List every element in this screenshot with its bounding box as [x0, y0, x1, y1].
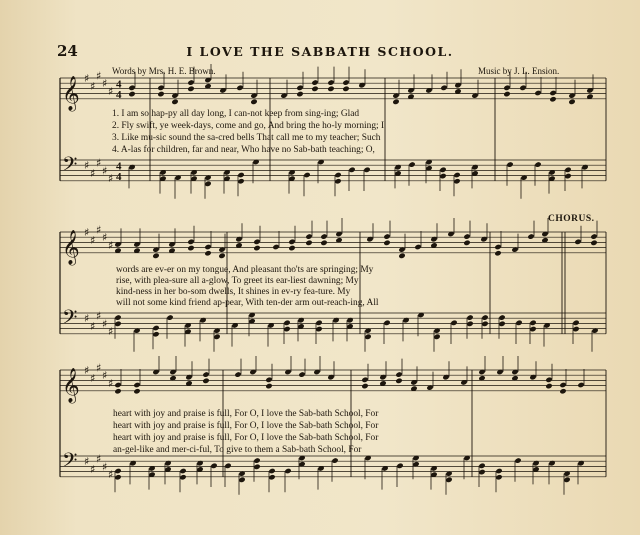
- sharp-sign: ♯: [102, 317, 108, 331]
- sharp-sign: ♯: [84, 72, 90, 85]
- hymn-title: I LOVE THE SABBATH SCHOOL.: [186, 44, 454, 59]
- lyric-line: kind-ness in her bo-som dwells, It shines in ev-ry fea-ture. My: [116, 287, 351, 297]
- sharp-sign: ♯: [102, 77, 108, 91]
- bass-clef: 𝄢: [62, 152, 78, 181]
- lyric-line: rise, with plea-sure all a-glow, To greet its ear-liest dawning; My: [116, 276, 359, 286]
- lyric-line: will not some kind friend ap-pear, With ten-der arm out-reach-ing, All: [116, 298, 379, 308]
- sharp-sign: ♯: [90, 463, 96, 476]
- sharp-sign: ♯: [102, 164, 108, 178]
- lyric-line: 2. Fly swift, ye week-days, come and go, And bring the ho-ly morning; I: [112, 121, 385, 131]
- sharp-sign: ♯: [90, 233, 96, 247]
- lyric-line: words are ev-er on my tongue, And pleasant tho'ts are springing; My: [116, 265, 374, 275]
- sharp-sign: ♯: [96, 452, 102, 466]
- sharp-sign: ♯: [96, 156, 102, 170]
- sharp-sign: ♯: [90, 79, 96, 93]
- sharp-sign: ♯: [96, 361, 102, 375]
- chorus-label: CHORUS.: [548, 214, 595, 224]
- sharp-sign: ♯: [84, 312, 90, 326]
- sharp-sign: ♯: [102, 231, 108, 245]
- lyric-line: 4. A-las for children, far and near, Who have no Sab-bath teaching; O,: [112, 145, 375, 155]
- sharp-sign: ♯: [84, 455, 90, 469]
- music-credit: Music by J. L. Ension.: [478, 66, 560, 76]
- sharp-sign: ♯: [96, 309, 102, 323]
- sharp-sign: ♯: [108, 85, 114, 98]
- lyric-line: 3. Like mu-sic sound the sa-cred bells That call me to my teacher; Such: [112, 133, 381, 143]
- sharp-sign: ♯: [108, 239, 114, 252]
- sharp-sign: ♯: [108, 325, 114, 339]
- sharp-sign: ♯: [96, 69, 102, 83]
- lyric-line: 1. I am so hap-py all day long, I can-not keep from sing-ing; Glad: [112, 109, 360, 119]
- bass-clef: 𝄢: [62, 305, 78, 334]
- sharp-sign: ♯: [84, 364, 90, 377]
- page-number: 24: [57, 42, 78, 60]
- sharp-sign: ♯: [84, 226, 90, 239]
- lyric-line: heart with joy and praise is full, For O, I love the Sab-bath School, For: [113, 433, 379, 443]
- treble-clef: 𝄞: [62, 75, 80, 111]
- sharp-sign: ♯: [108, 468, 114, 482]
- lyric-line: an-gel-like and mer-ci-ful, To give to them a Sab-bath School, For: [113, 445, 362, 455]
- bass-clef: 𝄢: [62, 448, 78, 477]
- time-signature: 4: [116, 170, 122, 183]
- sharp-sign: ♯: [90, 167, 96, 180]
- sharp-sign: ♯: [90, 371, 96, 385]
- sharp-sign: ♯: [96, 223, 102, 237]
- treble-clef: 𝄞: [62, 367, 80, 403]
- sharp-sign: ♯: [102, 369, 108, 383]
- sharp-sign: ♯: [108, 172, 114, 186]
- words-credit: Words by Mrs. H. E. Brown.: [112, 66, 216, 76]
- sharp-sign: ♯: [108, 377, 114, 390]
- sharp-sign: ♯: [102, 460, 108, 474]
- treble-clef: 𝄞: [62, 229, 80, 265]
- sharp-sign: ♯: [90, 320, 96, 333]
- time-signature: 4: [116, 88, 122, 101]
- sharp-sign: ♯: [84, 159, 90, 173]
- lyric-line: heart with joy and praise is full, For O, I love the Sab-bath School, For: [113, 409, 379, 419]
- lyric-line: heart with joy and praise is full, For O, I love the Sab-bath School, For: [113, 421, 379, 431]
- time-signature: 4: [116, 160, 122, 173]
- time-signature: 4: [116, 78, 122, 91]
